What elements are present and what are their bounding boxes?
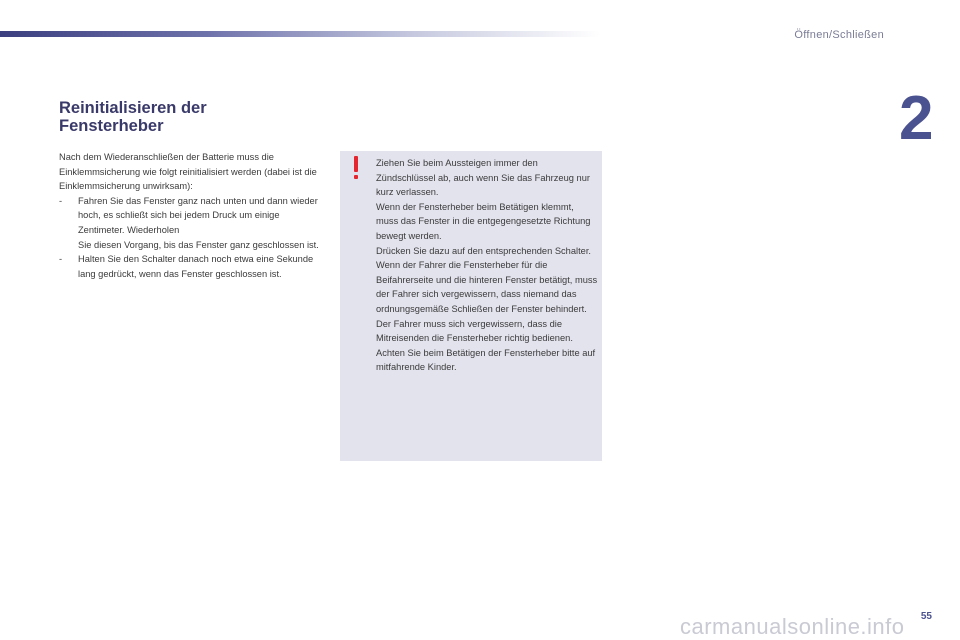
step-dash: - <box>59 254 63 265</box>
step-text: Fahren Sie das Fenster ganz nach unten und dann wieder hoch, es schließt sich bei jedem Druck um einige Zentimeter. Wiederholen <box>78 195 318 235</box>
intro-paragraph: Nach dem Wiederanschließen der Batterie muss die Einklemmsicherung wie folgt reinitialisiert werden (dabei ist die Einklemmsicherung unwirksam): <box>59 152 317 192</box>
steps-list <box>59 194 321 282</box>
instructions-column <box>59 150 321 281</box>
exclamation-bar <box>354 156 358 172</box>
page-number: 55 <box>920 611 932 622</box>
heading-line-2: Fensterheber <box>59 117 164 135</box>
warning-paragraph: Ziehen Sie beim Aussteigen immer den Zündschlüssel ab, auch wenn Sie das Fahrzeug nur kurz verlassen. <box>376 158 590 198</box>
section-title: Öffnen/Schließen <box>794 29 884 41</box>
step-text: Halten Sie den Schalter danach noch etwa eine Sekunde lang gedrückt, wenn das Fenster geschlossen ist. <box>78 254 314 279</box>
warning-text <box>376 156 598 375</box>
step-item <box>59 194 321 252</box>
exclamation-icon <box>351 156 361 182</box>
warning-paragraph: Wenn der Fahrer die Fensterheber für die Beifahrerseite und die hinteren Fenster betätigt, muss der Fahrer sich vergewissern, dass niemand das ordnungsgemäße Schließen der Fenster behindert. <box>376 260 598 314</box>
header-gradient-bar <box>0 31 600 37</box>
watermark: carmanualsonline.info <box>680 614 905 639</box>
warning-paragraph: Drücken Sie dazu auf den entsprechenden Schalter. <box>376 245 592 256</box>
step-text-continued: Sie diesen Vorgang, bis das Fenster ganz geschlossen ist. <box>78 239 319 250</box>
heading-line-1: Reinitialisieren der <box>59 99 207 117</box>
step-item <box>59 252 321 281</box>
step-dash: - <box>59 195 63 206</box>
warning-paragraph: Der Fahrer muss sich vergewissern, dass die Mitreisenden die Fensterheber richtig bedienen. <box>376 318 573 344</box>
warning-paragraph: Wenn der Fensterheber beim Betätigen klemmt, muss das Fenster in die entgegengesetzte Richtung bewegt werden. <box>376 201 591 241</box>
chapter-number: 2 <box>899 84 934 153</box>
page-heading <box>59 99 319 135</box>
warning-paragraph: Achten Sie beim Betätigen der Fensterheber bitte auf mitfahrende Kinder. <box>376 347 596 373</box>
exclamation-dot <box>354 175 358 179</box>
